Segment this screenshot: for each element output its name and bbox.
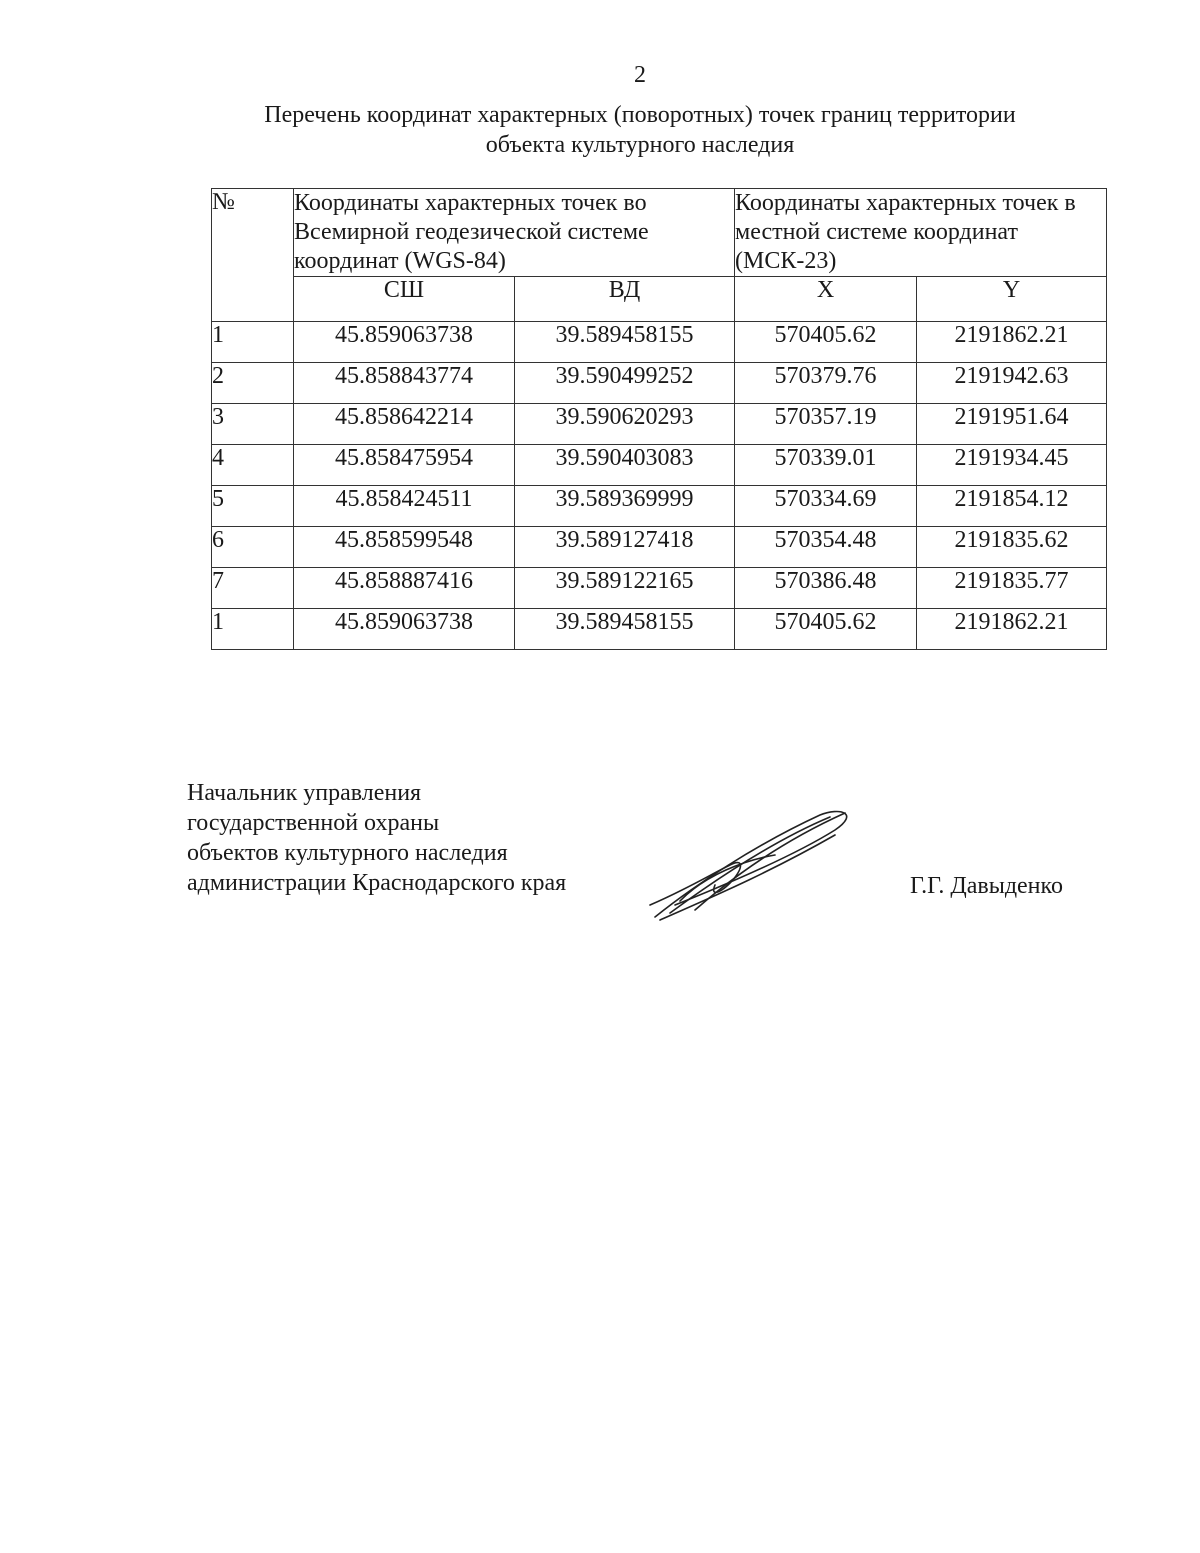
title-line-2: объекта культурного наследия — [485, 132, 795, 158]
page-number: 2 — [634, 62, 646, 88]
header-latitude: СШ — [294, 277, 515, 322]
table-row — [212, 322, 1107, 363]
x-cell: 570354.48 — [735, 527, 917, 568]
latitude-cell: 45.858424511 — [294, 486, 515, 527]
coordinates-table — [211, 188, 1107, 650]
header-wgs84: Координаты характерных точек во Всемирной геодезической системе координат (WGS-84) — [294, 189, 735, 277]
y-cell: 2191835.77 — [917, 568, 1107, 609]
point-number: 1 — [212, 322, 294, 363]
header-number: № — [212, 189, 294, 322]
position-line-4: администрации Краснодарского края — [187, 870, 567, 896]
longitude-cell: 39.589369999 — [515, 486, 735, 527]
point-number: 6 — [212, 527, 294, 568]
position-line-1: Начальник управления — [187, 780, 422, 806]
header-longitude: ВД — [515, 277, 735, 322]
document-title — [0, 100, 1200, 160]
signer-name: Г.Г. Давыденко — [910, 873, 1063, 899]
y-cell: 2191862.21 — [917, 322, 1107, 363]
header-x: X — [735, 277, 917, 322]
latitude-cell: 45.858887416 — [294, 568, 515, 609]
x-cell: 570386.48 — [735, 568, 917, 609]
point-number: 5 — [212, 486, 294, 527]
longitude-cell: 39.590403083 — [515, 445, 735, 486]
handwritten-signature — [635, 805, 865, 925]
table-row — [212, 486, 1107, 527]
longitude-cell: 39.589127418 — [515, 527, 735, 568]
latitude-cell: 45.859063738 — [294, 322, 515, 363]
longitude-cell: 39.589122165 — [515, 568, 735, 609]
table-row — [212, 609, 1107, 650]
latitude-cell: 45.858843774 — [294, 363, 515, 404]
table-row — [212, 568, 1107, 609]
point-number: 1 — [212, 609, 294, 650]
y-cell: 2191854.12 — [917, 486, 1107, 527]
table-row — [212, 527, 1107, 568]
header-msk23: Координаты характерных точек в местной системе координат (МСК-23) — [735, 189, 1107, 277]
x-cell: 570339.01 — [735, 445, 917, 486]
header-y: Y — [917, 277, 1107, 322]
title-line-1: Перечень координат характерных (поворотных) точек границ территории — [264, 102, 1016, 128]
y-cell: 2191862.21 — [917, 609, 1107, 650]
longitude-cell: 39.590620293 — [515, 404, 735, 445]
y-cell: 2191934.45 — [917, 445, 1107, 486]
point-number: 2 — [212, 363, 294, 404]
x-cell: 570405.62 — [735, 322, 917, 363]
longitude-cell: 39.590499252 — [515, 363, 735, 404]
signatory-position — [187, 778, 566, 898]
point-number: 4 — [212, 445, 294, 486]
position-line-3: объектов культурного наследия — [187, 840, 508, 866]
x-cell: 570334.69 — [735, 486, 917, 527]
point-number: 3 — [212, 404, 294, 445]
table-row — [212, 445, 1107, 486]
latitude-cell: 45.859063738 — [294, 609, 515, 650]
x-cell: 570357.19 — [735, 404, 917, 445]
point-number: 7 — [212, 568, 294, 609]
position-line-2: государственной охраны — [187, 810, 440, 836]
y-cell: 2191951.64 — [917, 404, 1107, 445]
x-cell: 570379.76 — [735, 363, 917, 404]
longitude-cell: 39.589458155 — [515, 322, 735, 363]
x-cell: 570405.62 — [735, 609, 917, 650]
latitude-cell: 45.858599548 — [294, 527, 515, 568]
y-cell: 2191835.62 — [917, 527, 1107, 568]
table-row — [212, 404, 1107, 445]
y-cell: 2191942.63 — [917, 363, 1107, 404]
table-row — [212, 363, 1107, 404]
latitude-cell: 45.858642214 — [294, 404, 515, 445]
longitude-cell: 39.589458155 — [515, 609, 735, 650]
latitude-cell: 45.858475954 — [294, 445, 515, 486]
